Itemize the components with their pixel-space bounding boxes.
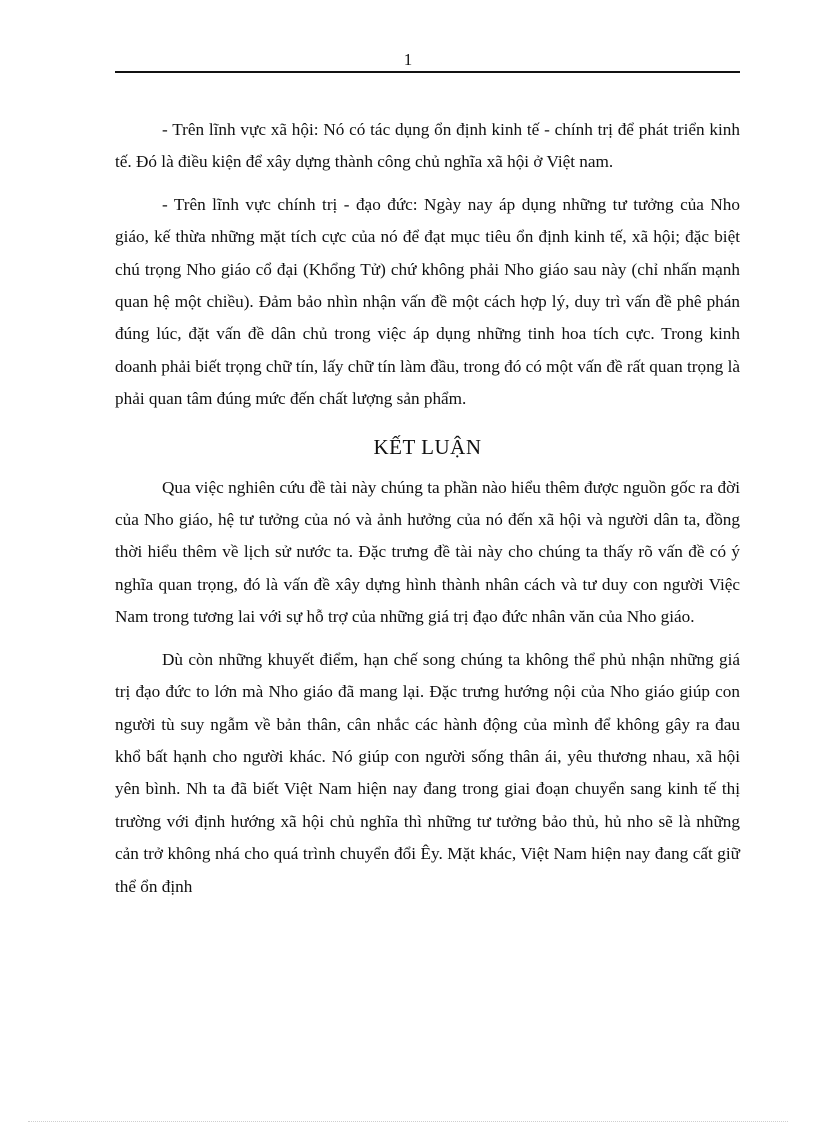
page-number: 1 xyxy=(403,50,413,69)
header-rule xyxy=(115,71,740,73)
paragraph-political-ethical-field: - Trên lĩnh vực chính trị - đạo đức: Ngày nay áp dụng những tư tưởng của Nho giáo, kế thừa những mặt tích cực của nó để đạt mục tiêu ổn định kinh tế, xã hội; đặc biệt chú trọng Nho giáo cổ đại (Khổng Tử) chứ không phải Nho giáo sau này (chỉ nhấn mạnh quan hệ một chiều). Đảm bảo nhìn nhận vấn đề một cách hợp lý, duy trì vấn đề phê phán đúng lúc, đặt vấn đề dân chủ trong việc áp dụng những tinh hoa tích cực. Trong kinh doanh phải biết trọng chữ tín, lấy chữ tín làm đầu, trong đó có một vấn đề rất quan trọng là phải quan tâm đúng mức đến chất lượng sản phẩm. xyxy=(115,194,740,409)
paragraph-conclusion-1: Qua việc nghiên cứu đề tài này chúng ta phần nào hiểu thêm được nguồn gốc ra đời của Nho giáo, hệ tư tưởng của nó và ảnh hưởng của nó đến xã hội và người dân ta, đồng thời hiểu thêm về lịch sử nước ta. Đặc trưng đề tài này cho chúng ta thấy rõ vấn đề có ý nghĩa quan trọng, đó là vấn đề xây dựng hình thành nhân cách và tư duy con người Việc Nam trong tương lai với sự hỗ trợ của những giá trị đạo đức nhân văn của Nho giáo. xyxy=(115,477,740,627)
paragraph-social-field: - Trên lĩnh vực xã hội: Nó có tác dụng ổn định kinh tế - chính trị để phát triển kinh tế. Đó là điều kiện để xây dựng thành công chủ nghĩa xã hội ở Việt nam. xyxy=(115,120,740,172)
footer-rule xyxy=(28,1121,788,1122)
conclusion-heading: KẾT LUẬN xyxy=(373,434,482,459)
paragraph-conclusion-2: Dù còn những khuyết điểm, hạn chế song chúng ta không thể phủ nhận những giá trị đạo đức to lớn mà Nho giáo đã mang lại. Đặc trưng hướng nội của Nho giáo giúp con người tù suy ngẫm về bản thân, cân nhắc các hành động của mình để không gây ra đau khổ bất hạnh cho người khác. Nó giúp con người sống thân ái, yêu thương nhau, xã hội yên bình. Nh ta đã biết Việt Nam hiện nay đang trong giai đoạn chuyển sang kinh tế thị trường với định hướng xã hội chủ nghĩa thì những tư tưởng bảo thủ, hủ nho sẽ là những cản trở không nhá cho quá trình chuyển đổi Êy. Mặt khác, Việt Nam hiện nay đang cất giữ thể ổn định xyxy=(115,649,740,896)
page-body xyxy=(115,114,740,913)
